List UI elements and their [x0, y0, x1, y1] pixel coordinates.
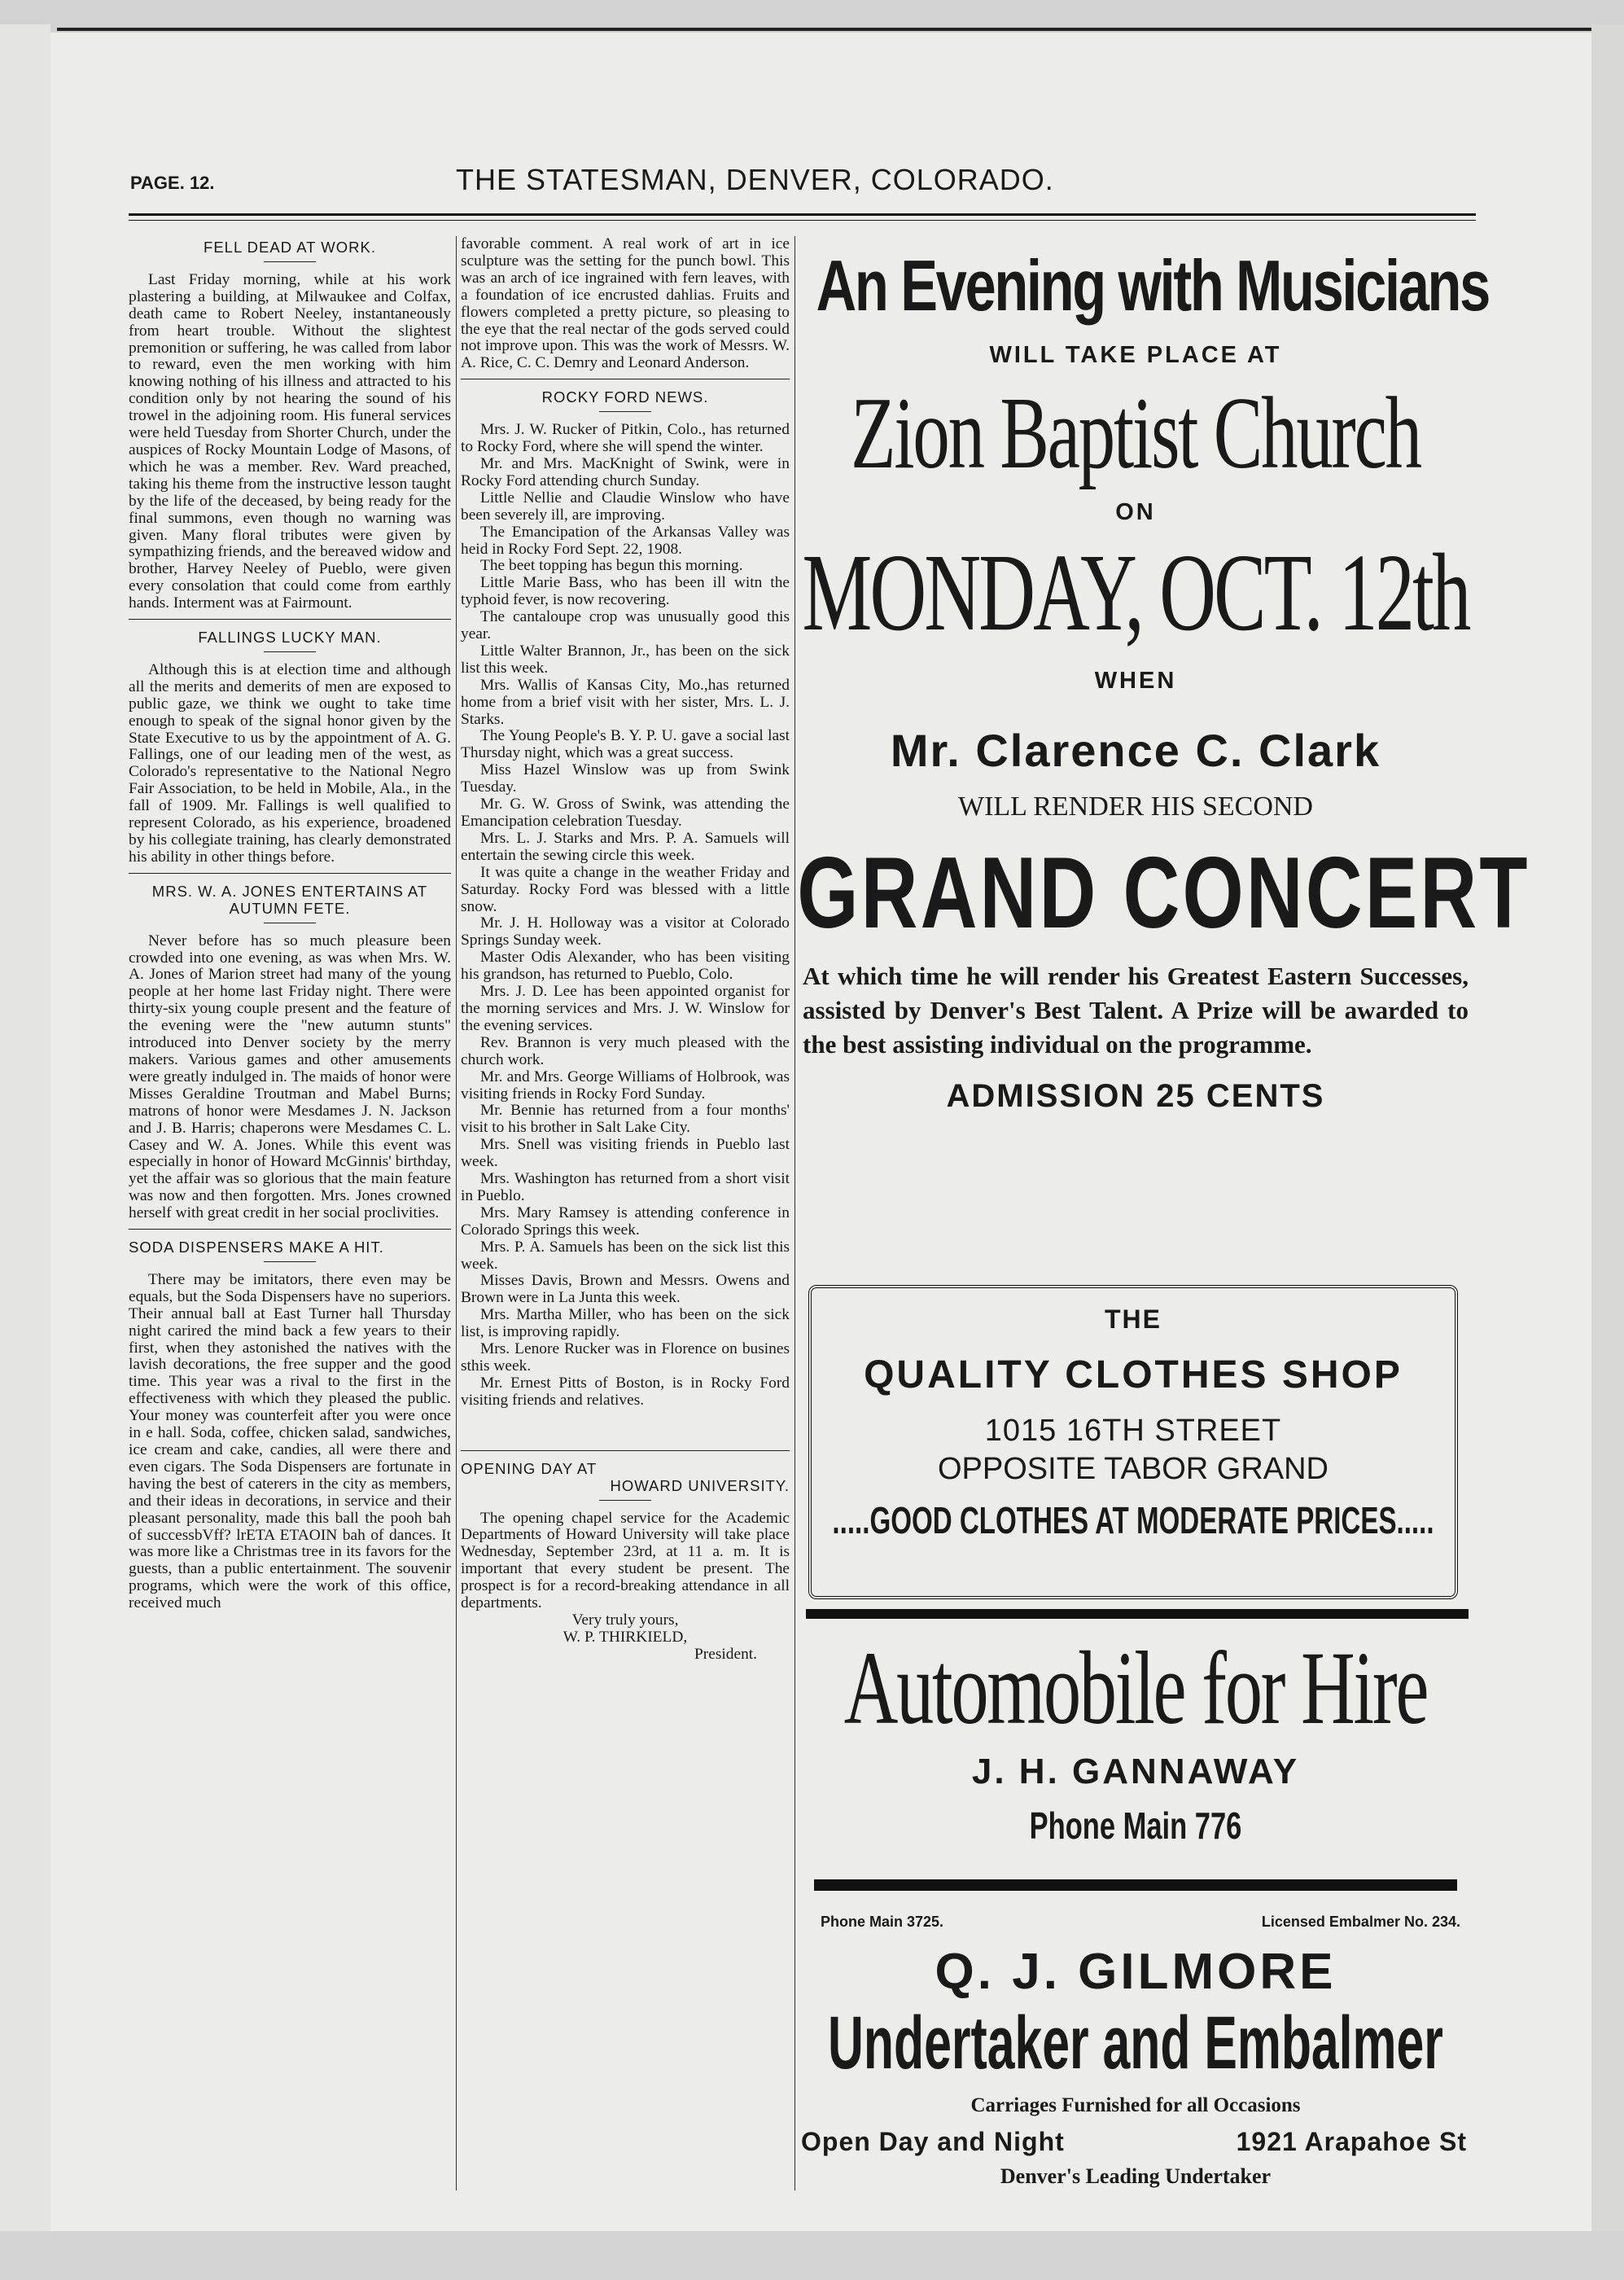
scan-right-edge	[1591, 24, 1624, 2280]
news-item: Mrs. Wallis of Kansas City, Mo.,has returned home from a brief visit with her sister, Mrs. L. J. Starks.	[461, 676, 790, 728]
news-item: Mr. J. H. Holloway was a visitor at Colorado Springs Sunday week.	[461, 914, 790, 949]
undertaker-name: Q. J. GILMORE	[935, 1944, 1337, 2000]
news-item: Mr. G. W. Gross of Swink, was attending the Emancipation celebration Tuesday.	[461, 796, 790, 830]
article-title: OPENING DAY AT	[461, 1459, 598, 1477]
undertaker-tagline: Denver's Leading Undertaker	[1000, 2164, 1272, 2188]
article-title: HOWARD UNIVERSITY.	[610, 1476, 790, 1494]
concert-description: At which time he will render his Greatest Eastern Successes, assisted by Denver's Best Talent. A Prize will be awarded to the best assisting individual on the programme.	[803, 962, 1469, 1059]
undertaker-hours-row	[799, 2127, 1472, 2161]
article-continuation: favorable comment. A real work of art in ice sculpture was the setting for the punch bowl. This was an arch of ice ingrained with fern leaves, with a foundation of ice encrusted dahlias. Fruits and flowers completed a pretty picture, so pleasing to the eye that the real nectar of the gods served could not improve upon. This was the work of Messrs. W. A. Rice, C. C. Demry and Leonard Anderson.	[461, 235, 790, 372]
news-item: The beet topping has begun this morning.	[480, 557, 743, 575]
article-body: Although this is at election time and although all the merits and demerits of men are exposed to public gaze, we think we ought to take time enough to speak of the signal honor given by the State Executive to us by the appointment of A. G. Fallings, one of our leading men of the west, as Colorado's representative to the National Negro Fair Association, to be held in Mobile, Ala., in the fall of 1909. Mr. Fallings is well qualified to represent Colorado, as his experience, broadened by his collegiate training, has clearly demonstrated his ability in other things before.	[129, 660, 451, 866]
title-rule	[264, 651, 316, 652]
concert-date: MONDAY, OCT. 12th	[802, 532, 1469, 654]
news-item: Mrs. Martha Miller, who has been on the sick list, is improving rapidly.	[461, 1306, 790, 1341]
article-title: FELL DEAD AT WORK.	[204, 239, 376, 256]
news-item: Mrs. Snell was visiting friends in Pueblo last week.	[461, 1136, 790, 1171]
news-item: Mr. and Mrs. MacKnight of Swink, were in Rocky Ford attending church Sunday.	[461, 454, 790, 489]
news-item: Mr. Bennie has returned from a four months' visit to his brother in Salt Lake City.	[461, 1102, 790, 1137]
concert-on: ON	[1115, 499, 1156, 525]
title-rule	[264, 1261, 316, 1262]
news-item: Master Odis Alexander, who has been visiting his grandson, has returned to Pueblo, Colo.	[461, 949, 790, 984]
news-item: Mrs. Washington has returned from a short visit in Pueblo.	[461, 1170, 790, 1204]
undertaker-title: Undertaker and Embalmer	[828, 2002, 1443, 2085]
news-item: Mr. and Mrs. George Williams of Holbrook, was visiting friends in Rocky Ford Sunday.	[461, 1068, 790, 1103]
news-item: Little Marie Bass, who has been ill witn the typhoid fever, is now recovering.	[461, 574, 790, 609]
news-item: Mrs. J. D. Lee has been appointed organist for the morning services and Mrs. J. W. Winslow for the evening services.	[461, 983, 790, 1034]
news-item: Mrs. P. A. Samuels has been on the sick list this week.	[461, 1238, 790, 1273]
article-title: SODA DISPENSERS MAKE A HIT.	[129, 1239, 384, 1256]
news-item: The Emancipation of the Arkansas Valley was heid in Rocky Ford Sept. 22, 1908.	[461, 523, 790, 558]
section-divider	[129, 619, 451, 620]
auto-headline: Automobile for Hire	[843, 1630, 1428, 1746]
shop-slogan: .....GOOD CLOTHES AT MODERATE PRICES.....	[832, 1499, 1434, 1541]
shop-location: OPPOSITE TABOR GRAND	[937, 1452, 1329, 1486]
auto-phone: Phone Main 776	[1029, 1804, 1242, 1847]
news-item: The Young People's B. Y. P. U. gave a social last Thursday night, which was a great success.	[461, 727, 790, 762]
undertaker-phone: Phone Main 3725.	[821, 1914, 944, 1930]
letter-signer: W. P. THIRKIELD,	[562, 1628, 688, 1646]
section-divider	[129, 1229, 451, 1230]
rocky-ford-items	[461, 422, 790, 1410]
signer-title: President.	[694, 1645, 757, 1663]
column-2	[461, 236, 790, 1664]
undertaker-topline	[799, 1914, 1472, 1938]
concert-venue: Zion Baptist Church	[851, 377, 1420, 490]
news-item: Mrs. Mary Ramsey is attending conference in Colorado Springs this week.	[461, 1204, 790, 1239]
news-item: Miss Hazel Winslow was up from Swink Tuesday.	[461, 761, 790, 796]
concert-event: GRAND CONCERT	[797, 837, 1530, 949]
news-item: Misses Davis, Brown and Messrs. Owens and Brown were in La Junta this week.	[461, 1272, 790, 1307]
concert-headline: An Evening with Musicians	[816, 245, 1489, 326]
concert-admission: ADMISSION 25 CENTS	[946, 1078, 1325, 1114]
article-title: ROCKY FORD NEWS.	[541, 388, 709, 406]
column-divider	[456, 236, 457, 2190]
title-rule	[264, 261, 316, 262]
masthead: THE STATESMAN, DENVER, COLORADO.	[456, 163, 1054, 196]
news-item: It was quite a change in the weather Friday and Saturday. Rocky Ford was blessed with a little snow.	[461, 863, 790, 915]
news-item: Mrs. L. J. Starks and Mrs. P. A. Samuels will entertain the sewing circle this week.	[461, 829, 790, 864]
news-item: Little Walter Brannon, Jr., has been on the sick list this week.	[461, 642, 790, 677]
shop-the: THE	[1105, 1304, 1162, 1334]
auto-name: J. H. GANNAWAY	[971, 1752, 1300, 1791]
concert-will-render: WILL RENDER HIS SECOND	[958, 791, 1313, 822]
news-item: Rev. Brannon is very much pleased with the church work.	[461, 1033, 790, 1068]
auto-ad	[799, 1629, 1472, 1848]
article-title: MRS. W. A. JONES ENTERTAINS AT AUTUMN FETE.	[151, 882, 428, 917]
section-divider	[461, 1450, 790, 1451]
news-item: Mrs. Lenore Rucker was in Florence on busines sthis week.	[461, 1340, 790, 1375]
column-1	[129, 236, 451, 1612]
ad-divider	[806, 1609, 1469, 1619]
scan-bottom-border	[0, 2231, 1624, 2280]
shop-name: QUALITY CLOTHES SHOP	[864, 1353, 1403, 1396]
section-divider	[129, 873, 451, 874]
ad-divider	[814, 1879, 1457, 1891]
title-rule	[599, 1500, 651, 1501]
concert-performer: Mr. Clarence C. Clark	[890, 725, 1381, 776]
masthead-rule	[129, 213, 1476, 216]
masthead-rule-thin	[129, 220, 1476, 221]
article-title: FALLINGS LUCKY MAN.	[198, 629, 382, 647]
concert-line: WILL TAKE PLACE AT	[989, 342, 1282, 368]
shop-ad	[808, 1285, 1458, 1599]
concert-ad	[797, 244, 1530, 1115]
title-rule	[599, 411, 651, 412]
news-item: Little Nellie and Claudie Winslow who have been severely ill, are improving.	[461, 489, 790, 524]
article-body: The opening chapel service for the Academic Departments of Howard University will take place Wednesday, September 23rd, at 11 a. m. It is important that every student be present. The prospect is for a record-breaking attendance in all departments.	[461, 1509, 790, 1612]
concert-when: WHEN	[1094, 668, 1177, 694]
scan-left-margin	[0, 24, 50, 2239]
news-item: Mr. Ernest Pitts of Boston, is in Rocky Ford visiting friends and relatives.	[461, 1374, 790, 1409]
undertaker-license: Licensed Embalmer No. 234.	[1261, 1914, 1460, 1930]
undertaker-hours: Open Day and Night	[801, 2127, 1065, 2156]
news-item: Mrs. J. W. Rucker of Pitkin, Colo., has returned to Rocky Ford, where she will spend the winter.	[461, 421, 790, 456]
article-body: Last Friday morning, while at his work plastering a building, at Milwaukee and Colfax, death came to Robert Neeley, instantaneously from heart trouble. Without the slightest premonition or suffering, he was called from labor to reward, even the men working with him knowing nothing of his illness and attracted to his condition only by not hearing the sound of his trowel in the adjoining room. His funeral services were held Tuesday from Shorter Church, under the auspices of Rocky Mountain Lodge of Masons, of which he was a member. Rev. Ward preached, taking his theme from the instructive lesson taught by the life of the deceased, by being ready for the final summons, even though no warning was given. Many floral tributes were given by sympathizing friends, and the bereaved widow and brother, Harvey Neeley of Pueblo, were given every consolation that could come from earthly hands. Interment was at Fairmount.	[129, 270, 451, 612]
undertaker-carriages: Carriages Furnished for all Occasions	[970, 2094, 1301, 2116]
news-item: The cantaloupe crop was unusually good this year.	[461, 608, 790, 643]
undertaker-ad	[799, 1914, 1472, 2189]
article-body: Never before has so much pleasure been crowded into one evening, as was when Mrs. W. A. Jones of Marion street had many of the young people at her home last Friday night. There were thirty-six young couple present and the feature of the evening were the "new autumn stunts" introduced into Denver society by the merry makers. Various games and other amusements were greatly indulged in. The maids of honor were Misses Geraldine Troutman and Mabel Burns; matrons of honor were Mesdames J. N. Jackson and J. B. Harris; chaperons were Mesdames C. L. Casey and W. A. Jones. While this event was especially in honor of Howard McGinnis' birthday, yet the affair was so glorious that the main feature was now and then forgotten. Mrs. Jones crowned herself with great credit in her social proclivities.	[129, 932, 451, 1222]
shop-address: 1015 16TH STREET	[984, 1414, 1282, 1448]
page-number: PAGE. 12.	[130, 173, 215, 193]
letter-closing: Very truly yours,	[571, 1611, 679, 1629]
undertaker-address: 1921 Arapahoe St	[1236, 2127, 1467, 2156]
article-body: There may be imitators, there even may be equals, but the Soda Dispensers have no superiors. Their annual ball at East Turner hall Thursday night carired the mind back a few years to their first, when they astonished the natives with the lavish decorations, the free supper and the good time. This year was a rival to the first in the effectiveness with which they pleased the public. Your money was counterfeit after you were once in e hall. Soda, coffee, chicken salad, sandwiches, ice cream and cake, candies, all were there and even cigars. The Soda Dispensers are fortunate in having the best of caterers in the city as members, and their ideas in decorations, in service and their pleasant personality, made this ball the pooh bah of successbVff? lrETA ETAOIN bah of dances. It was more like a Christmas tree in its favors for the guests, than a public entertainment. The souvenir programs, which were the work of this office, received much	[129, 1270, 451, 1612]
scan-top-edge	[57, 28, 1604, 31]
column-divider	[794, 236, 795, 2190]
